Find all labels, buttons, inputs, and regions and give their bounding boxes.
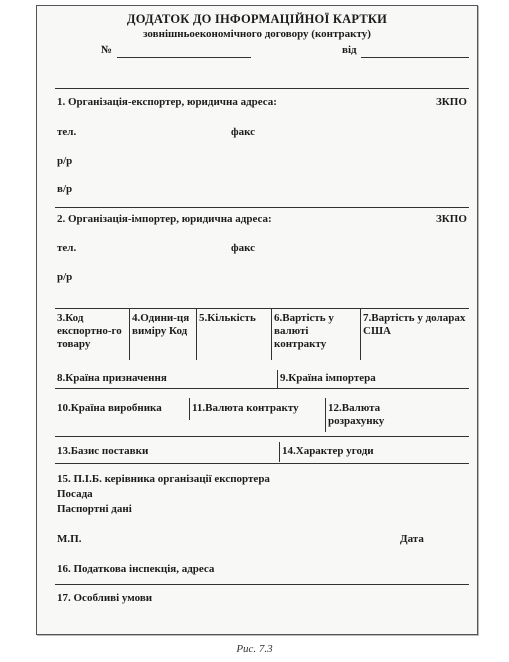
special-conditions-label: 17. Особливі умови — [57, 592, 153, 604]
producer-country-label: 10.Країна виробника — [57, 402, 162, 414]
field-divider — [189, 398, 190, 420]
importer-country-label: 9.Країна імпортера — [280, 372, 376, 384]
importer-fax-label: факс — [231, 242, 256, 254]
passport-label: Паспортні дані — [57, 503, 132, 515]
settlement-currency-label: 12.Валюта розрахунку — [328, 402, 385, 427]
importer-code-label: ЗКПО — [436, 213, 467, 225]
date-field[interactable] — [361, 57, 469, 58]
signature-date-label: Дата — [400, 533, 424, 545]
importer-label: 2. Організація-імпортер, юридична адреса: — [57, 213, 272, 225]
date-label: від — [342, 44, 357, 56]
destination-country-label: 8.Країна призначення — [57, 372, 167, 384]
importer-rr-label: р/р — [57, 271, 73, 283]
exporter-vr-label: в/р — [57, 183, 73, 195]
col-unit-code: 4.Одини-ця виміру Код — [132, 312, 190, 337]
exporter-phone-label: тел. — [57, 126, 77, 138]
exporter-label: 1. Організація-експортер, юридична адреса: — [57, 96, 277, 108]
contract-currency-label: 11.Валюта контракту — [192, 402, 299, 414]
table-col-divider — [196, 308, 197, 360]
col-export-goods-code: 3.Код експортно-го товару — [57, 312, 122, 350]
field-divider — [277, 370, 278, 388]
divider — [55, 388, 469, 389]
exporter-fax-label: факс — [231, 126, 256, 138]
number-label: № — [101, 44, 113, 56]
form-title: ДОДАТОК ДО ІНФОРМАЦІЙНОЇ КАРТКИ — [126, 12, 388, 26]
tax-inspection-label: 16. Податкова інспекція, адреса — [57, 563, 215, 575]
table-col-divider — [129, 308, 130, 360]
director-name-label: 15. П.І.Б. керівника організації експортера — [57, 473, 270, 485]
number-field[interactable] — [117, 57, 251, 58]
divider — [55, 436, 469, 437]
delivery-basis-label: 13.Базис поставки — [57, 445, 149, 457]
position-label: Посада — [57, 488, 93, 500]
stamp-label: М.П. — [57, 533, 82, 545]
divider — [55, 463, 469, 464]
importer-phone-label: тел. — [57, 242, 77, 254]
figure-caption: Рис. 7.3 — [236, 643, 273, 655]
divider — [55, 584, 469, 585]
col-quantity: 5.Кількість — [199, 312, 256, 324]
field-divider — [325, 398, 326, 432]
form-page — [36, 5, 478, 635]
table-col-divider — [271, 308, 272, 360]
form-subtitle: зовнішньоекономічного договору (контракту) — [143, 28, 371, 40]
field-divider — [279, 442, 280, 462]
table-top-border — [55, 308, 469, 309]
col-value-usd: 7.Вартість у доларах США — [363, 312, 466, 337]
divider — [55, 207, 469, 208]
divider — [55, 88, 469, 89]
deal-type-label: 14.Характер угоди — [282, 445, 374, 457]
col-value-contract-currency: 6.Вартість у валюті контракту — [274, 312, 334, 350]
exporter-rr-label: р/р — [57, 155, 73, 167]
exporter-code-label: ЗКПО — [436, 96, 467, 108]
table-col-divider — [360, 308, 361, 360]
